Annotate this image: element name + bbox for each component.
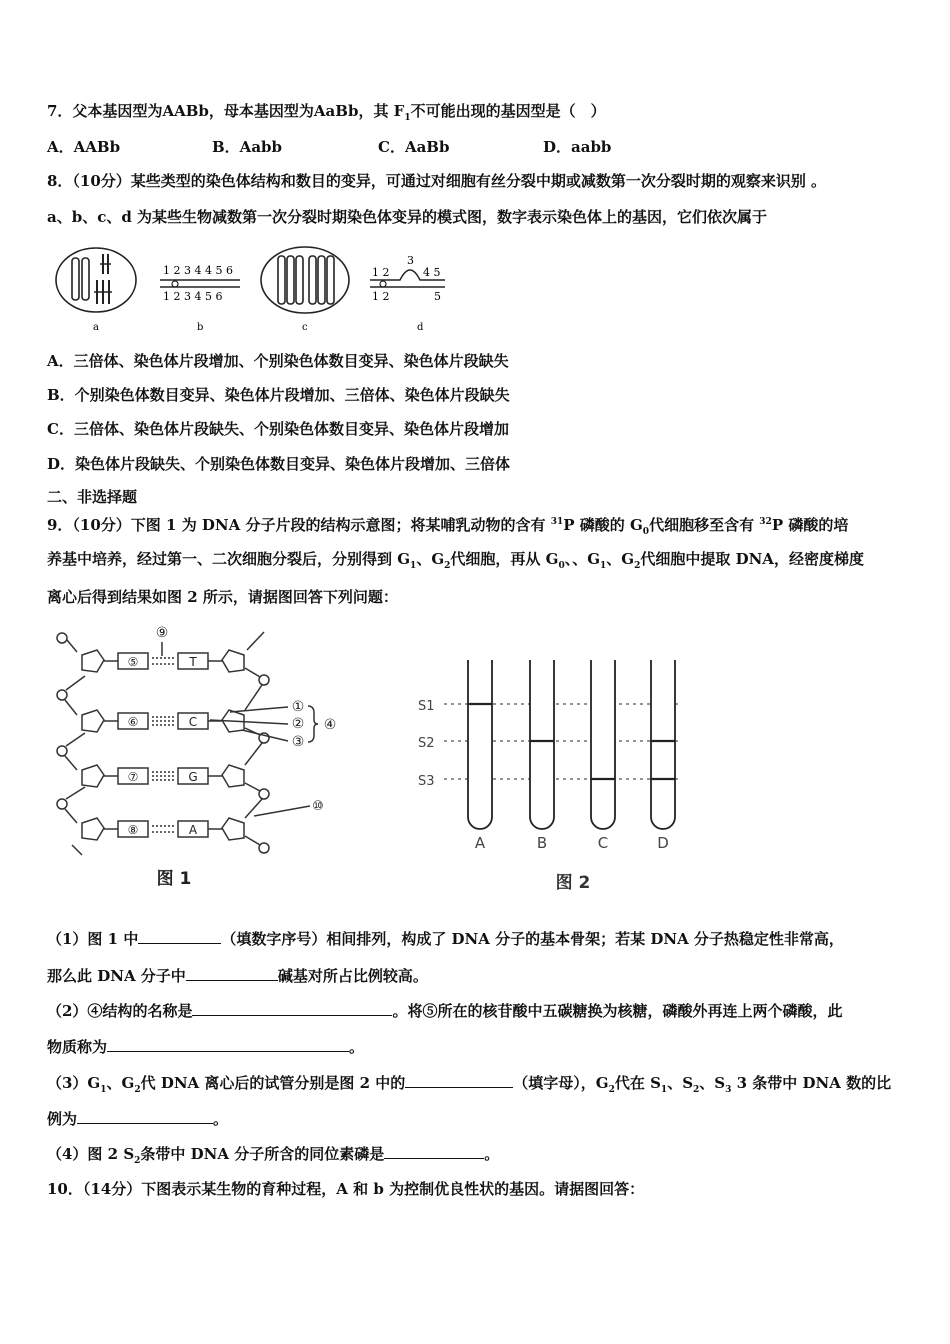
q8-option-d[interactable]: D．染色体片段缺失、个别染色体数目变异、染色体片段增加、三倍体 [47,455,511,473]
fig-label-c: c [302,322,308,333]
fig-label-a: a [93,322,99,333]
label-3: ③ [291,734,305,750]
q9-part1-line2: 那么此 DNA 分子中 碱基对所占比例较高。 [47,967,428,985]
q9-line1: 9．（10分）下图 1 为 DNA 分子片段的结构示意图；将某哺乳动物的含有 $^{31}$P 磷酸的 $G_0$代细胞移至含有 $^{32}$P 磷酸的培 [47,516,849,537]
label-2: ② [291,716,305,732]
q7-stem: 7．父本基因型为AABb，母本基因型为AaBb，其 $F_1$不可能出现的基因型是（ ） [47,102,606,123]
tube-c [591,660,615,829]
q7-option-d[interactable]: D．aabb [543,138,612,156]
label-4: ④ [323,717,337,733]
base-c: C [188,715,198,729]
tube-b [530,660,554,829]
centrifuge-tubes-figure [410,652,690,897]
q8-option-c[interactable]: C．三倍体、染色体片段缺失、个别染色体数目变异、染色体片段增加 [47,420,509,438]
answer-blank-5[interactable] [405,1073,513,1088]
q8-option-b[interactable]: B．个别染色体数目变异、染色体片段增加、三倍体、染色体片段缺失 [47,386,510,404]
base-a: A [188,823,198,837]
dna-structure-figure [52,620,352,892]
answer-blank-1[interactable] [138,929,221,944]
answer-blank-6[interactable] [77,1109,213,1124]
q9-part2-line2: 物质称为 。 [47,1038,365,1056]
tube-label-d: D [657,834,669,852]
q8-chromosome-figure [50,242,460,337]
tube-label-b: B [536,834,548,852]
q7-option-a[interactable]: A．AABb [47,138,121,156]
base-g: G [188,770,198,784]
answer-blank-3[interactable] [192,1001,392,1016]
d-loop-gene: 3 [407,254,414,267]
q9-part2-line1: （2）④结构的名称是 。将⑤所在的核苷酸中五碳糖换为核糖，磷酸外再连上两个磷酸，此 [47,1002,843,1020]
answer-blank-2[interactable] [186,966,278,981]
q7-options [47,137,611,157]
base-label-6: ⑥ [127,715,139,729]
answer-blank-4[interactable] [107,1037,349,1052]
tube-label-c: C [597,834,609,852]
base-label-8: ⑧ [127,823,139,837]
section-heading: 二、非选择题 [47,488,138,506]
q7-option-b[interactable]: B．Aabb [212,138,283,156]
q8-line2: a、b、c、d 为某些生物减数第一次分裂时期染色体变异的模式图，数字表示染色体上的基因，它们依次属于 [47,208,768,226]
tube-a [468,660,492,829]
base-label-5: ⑤ [127,655,139,669]
q9-line3: 离心后得到结果如图 2 所示，请据图回答下列问题： [47,588,398,606]
fig-label-b: b [197,322,204,333]
chromosome [82,258,89,300]
q9-part3-line2: 例为 。 [47,1110,229,1128]
q9-line2: 养基中培养，经过第一、二次细胞分裂后，分别得到 $G_1$、$G_2$代细胞，再从 $G_0$、、$G_1$、$G_2$代细胞中提取 DNA，经密度梯度 [47,550,864,571]
base-label-7: ⑦ [127,770,139,784]
centromere [172,281,178,287]
tube-label-a: A [474,834,486,852]
q10-stem: 10．（14分）下图表示某生物的育种过程，A 和 b 为控制优良性状的基因。请据图回答： [47,1180,645,1198]
band-label-s2: S2 [418,736,435,751]
answer-blank-7[interactable] [384,1144,484,1159]
d-bottom-right-genes: 5 [434,290,441,303]
q9-part4: （4）图 2 $S_2$条带中 DNA 分子所含的同位素磷是 。 [47,1145,500,1166]
figure1-caption: 图 1 [156,869,192,889]
d-bottom-left-genes: 1 2 [372,290,390,303]
b-top-genes: 1 2 3 4 4 5 6 [163,264,233,277]
band-label-s1: S1 [418,699,435,714]
base-t: T [189,655,197,669]
b-bottom-genes: 1 2 3 4 5 6 [163,290,223,303]
figure2-caption: 图 2 [555,873,591,893]
fig-label-d: d [417,322,424,333]
label-10: ⑩ [312,799,324,814]
chromosome [72,258,79,300]
q9-part1-line1: （1）图 1 中 （填数字序号）相间排列，构成了 DNA 分子的基本骨架；若某 DNA 分子热稳定性非常高， [47,930,844,948]
q9-part3-line1: $(3)G_1$、$G_2$代 DNA 离心后的试管分别是图 2 中的 （填字母），$G_2$代在 $S_1$、$S_2$、$S_3$ 3 条带中 DNA 数的比 [47,1074,892,1095]
q8-option-a[interactable]: A．三倍体、染色体片段增加、个别染色体数目变异、染色体片段缺失 [47,352,509,370]
label-1: ① [291,699,305,715]
q7-option-c[interactable]: C．AaBb [378,138,450,156]
d-top-right-genes: 4 5 [423,266,441,279]
q8-line1: 8．（10分）某些类型的染色体结构和数目的变异，可通过对细胞有丝分裂中期或减数第一次分裂时期的观察来识别 。 [47,172,827,190]
band-label-s3: S3 [418,774,435,789]
tube-d [651,660,675,829]
cell-c-outline [261,247,349,313]
d-top-left-genes: 1 2 [372,266,390,279]
label-9: ⑨ [155,625,169,641]
